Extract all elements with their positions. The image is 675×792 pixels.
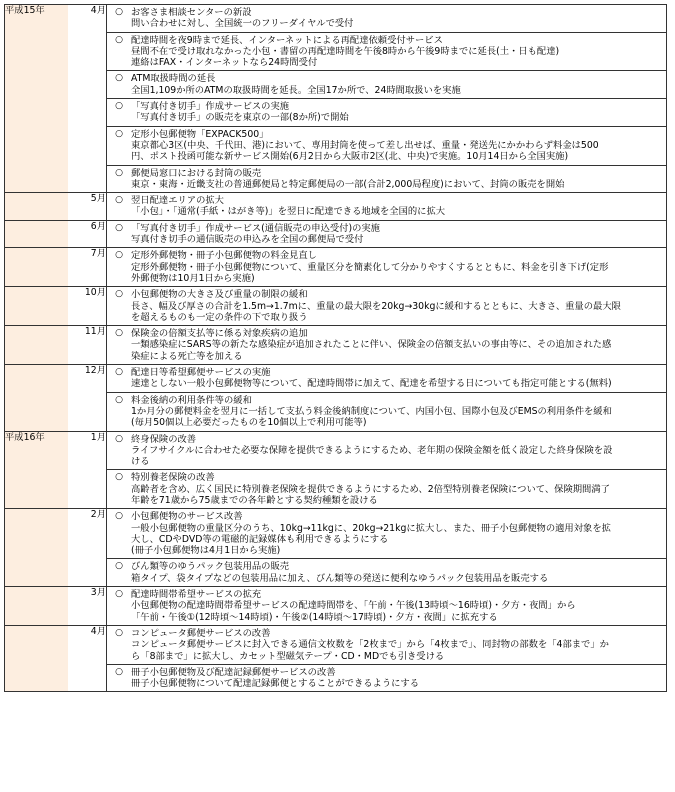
list-item	[107, 626, 666, 664]
table-row	[5, 248, 667, 287]
bullet-circle-icon: ○	[115, 328, 123, 339]
item-text	[131, 367, 664, 390]
item-title: 料金後納の利用条件等の緩和	[131, 394, 252, 406]
item-title: 小包郵便物の大きさ及び重量の制限の緩和	[131, 289, 308, 301]
item-description-line: 外郵便物は10月1日から実施)	[131, 272, 255, 284]
content-cell	[107, 193, 667, 221]
item-description-line: 小包郵便物の配達時間帯希望サービスの配達時間帯を、「午前・午後(13時頃～16時頃)・夕方・夜間」から	[131, 600, 576, 612]
list-item	[107, 365, 666, 392]
month-cell: 4月	[68, 5, 107, 193]
item-description-line: 「写真付き切手」の販売を東京の一部(8か所)で開始	[131, 112, 349, 124]
bullet-circle-icon: ○	[115, 34, 123, 45]
list-item	[107, 98, 666, 126]
year-cell	[5, 509, 69, 587]
item-title: 郵便局窓口における封筒の販売	[131, 167, 262, 179]
item-description-line: ける	[131, 456, 150, 468]
table-body	[5, 5, 667, 692]
content-cell	[107, 5, 667, 193]
content-cell	[107, 587, 667, 626]
month-cell: 4月	[68, 625, 107, 691]
item-text	[131, 101, 664, 124]
item-description-line: 長さ、幅及び厚さの合計を1.5m→1.7mに、重量の最大限を20kg→30kgに緩和するとともに、大きさ、重量の最大限	[131, 300, 621, 312]
item-description-line: 冊子小包郵便物について配達記録郵便とすることができるようにする	[131, 678, 420, 690]
content-cell	[107, 248, 667, 287]
item-description-line: 円、ポスト投函可能な新サービス開始(6月2日から大阪市2区(北、中央)で実施。10月14日から全国実施)	[131, 151, 569, 163]
bullet-circle-icon: ○	[115, 561, 123, 572]
list-item	[107, 664, 666, 692]
item-text	[131, 434, 664, 468]
item-text	[131, 129, 664, 163]
list-item	[107, 587, 666, 625]
item-title: 特別養老保険の改善	[131, 472, 215, 484]
list-item	[107, 248, 666, 286]
year-cell	[5, 287, 69, 326]
item-description-line: 全国1,109か所のATMの取扱時間を延長。全国17か所で、24時間取扱いを実施	[131, 84, 461, 96]
content-cell	[107, 431, 667, 509]
item-description-line: (毎月50個以上必要だったものを10個以上で利用可能等)	[131, 417, 367, 429]
item-description-line: 一般小包郵便物の重量区分のうち、10kg→11kgに、20kg→21kgに拡大し、また、冊子小包郵便物の適用対象を拡	[131, 522, 611, 534]
year-cell	[5, 365, 69, 431]
list-item	[107, 193, 666, 220]
content-cell	[107, 287, 667, 326]
list-item	[107, 558, 666, 586]
bullet-circle-icon: ○	[115, 433, 123, 444]
year-cell	[5, 587, 69, 626]
item-title: 配達時間帯希望サービスの拡充	[131, 589, 262, 601]
list-item	[107, 432, 666, 470]
item-title: びん類等のゆうパック包装用品の販売	[131, 561, 290, 573]
list-item	[107, 165, 666, 193]
item-title: 保険金の倍額支払等に係る対象疾病の追加	[131, 328, 308, 340]
item-title: 「写真付き切手」作成サービス(通信販売の申込受付)の実施	[131, 222, 380, 234]
content-cell	[107, 625, 667, 691]
list-item	[107, 509, 666, 558]
service-chronology-table	[4, 4, 667, 692]
table-row	[5, 193, 667, 221]
month-cell: 5月	[68, 193, 107, 221]
list-item	[107, 32, 666, 71]
item-text	[131, 289, 664, 323]
item-description-line: ら「8部まで」に拡大し、カセット型磁気テープ・CD・MDでも引き受ける	[131, 650, 445, 662]
item-description-line: 速達としない一般小包郵便物等について、配達時間帯に加えて、配達を希望する日についても指定可能とする(無料)	[131, 378, 612, 390]
item-text	[131, 589, 664, 623]
bullet-circle-icon: ○	[115, 7, 123, 17]
year-cell	[5, 248, 69, 287]
item-description-line: 高齢者を含め、広く国民に特別養老保険を提供できるようにするため、2倍型特別養老保険について、保険期間満了	[131, 483, 610, 495]
content-cell	[107, 326, 667, 365]
item-text	[131, 328, 664, 362]
item-title: 配達時間を夜9時まで延長、インターネットによる再配達依頼受付サービス	[131, 34, 443, 46]
list-item	[107, 326, 666, 364]
bullet-circle-icon: ○	[115, 195, 123, 206]
bullet-circle-icon: ○	[115, 222, 123, 233]
year-cell	[5, 220, 69, 248]
bullet-circle-icon: ○	[115, 367, 123, 378]
item-text	[131, 7, 664, 30]
item-title: 小包郵便物のサービス改善	[131, 511, 243, 523]
month-cell: 12月	[68, 365, 107, 431]
item-text	[131, 168, 664, 191]
table-row	[5, 5, 667, 193]
bullet-circle-icon: ○	[115, 394, 123, 405]
item-text	[131, 511, 664, 556]
item-text	[131, 223, 664, 246]
item-title: お客さま相談センターの新設	[131, 7, 252, 18]
bullet-circle-icon: ○	[115, 511, 123, 522]
bullet-circle-icon: ○	[115, 472, 123, 483]
bullet-circle-icon: ○	[115, 589, 123, 600]
content-cell	[107, 509, 667, 587]
item-description-line: 昼間不在で受け取れなかった小包・書留の再配達時間を午後8時から午後9時までに延長(土・日も配達)	[131, 45, 560, 57]
item-description-line: 一類感染症にSARS等の新たな感染症が追加されたことに伴い、保険金の倍額支払いの事由等に、その追加された感	[131, 339, 612, 351]
item-description-line: 大し、CDやDVD等の電磁的記録媒体も利用できるようにする	[131, 533, 389, 545]
item-description-line: 写真付き切手の通信販売の申込みを全国の郵便局で受付	[131, 234, 364, 246]
item-description-line: 東京・東海・近畿支社の普通郵便局と特定郵便局の一部(合計2,000局程度)において、封筒の販売を開始	[131, 178, 565, 190]
item-text	[131, 250, 664, 284]
item-title: 冊子小包郵便物及び配達記録郵便サービスの改善	[131, 666, 336, 678]
year-cell	[5, 326, 69, 365]
table-row	[5, 431, 667, 509]
item-title: 翌日配達エリアの拡大	[131, 195, 224, 207]
bullet-circle-icon: ○	[115, 666, 123, 677]
item-text	[131, 561, 664, 584]
bullet-circle-icon: ○	[115, 73, 123, 84]
item-description-line: 東京都心3区(中央、千代田、港)において、専用封筒を使って差し出せば、重量・発送先にかかわらず料金は500	[131, 139, 599, 151]
item-title: ATM取扱時間の延長	[131, 73, 216, 85]
month-cell: 7月	[68, 248, 107, 287]
year-cell: 平成15年	[5, 5, 69, 193]
list-item	[107, 221, 666, 248]
item-title: 定形小包郵便物「EXPACK500」	[131, 128, 269, 140]
item-description-line: 「小包」・「通常(手紙・はがき等)」を翌日に配達できる地域を全国的に拡大	[131, 206, 446, 218]
year-cell	[5, 625, 69, 691]
bullet-circle-icon: ○	[115, 627, 123, 638]
item-title: 定形外郵便物・冊子小包郵便物の料金見直し	[131, 250, 317, 262]
bullet-circle-icon: ○	[115, 128, 123, 139]
bullet-circle-icon: ○	[115, 289, 123, 300]
month-cell: 6月	[68, 220, 107, 248]
bullet-circle-icon: ○	[115, 167, 123, 178]
item-description-line: コンピュータ郵便サービスに封入できる通信文枚数を「2枚まで」から「4枚まで」、同封物の部数を「4部まで」か	[131, 639, 609, 651]
table-row	[5, 287, 667, 326]
list-item	[107, 126, 666, 165]
table-row	[5, 587, 667, 626]
item-description-line: 箱タイプ、袋タイプなどの包装用品に加え、びん類等の発送に便利なゆうパック包装用品を販売する	[131, 572, 549, 584]
item-description-line: を超えるものも一定の条件の下で取り扱う	[131, 311, 308, 323]
item-description-line: 問い合わせに対し、全国統一のフリーダイヤルで受付	[131, 18, 354, 30]
year-cell	[5, 193, 69, 221]
list-item	[107, 469, 666, 508]
item-description-line: 年齢を71歳から75歳までの各年齢とする契約種類を設ける	[131, 494, 378, 506]
list-item	[107, 5, 666, 32]
item-title: 配達日等希望郵便サービスの実施	[131, 367, 271, 379]
item-text	[131, 667, 664, 690]
item-text	[131, 395, 664, 429]
table-row	[5, 509, 667, 587]
month-cell: 11月	[68, 326, 107, 365]
item-text	[131, 35, 664, 69]
month-cell: 10月	[68, 287, 107, 326]
item-description-line: ライフサイクルに合わせた必要な保障を提供できるようにするため、老年期の保険金額を低く設定した終身保険を設	[131, 444, 613, 456]
month-cell: 1月	[68, 431, 107, 509]
item-text	[131, 195, 664, 218]
year-cell: 平成16年	[5, 431, 69, 509]
table-row	[5, 365, 667, 431]
item-title: 終身保険の改善	[131, 433, 197, 445]
item-text	[131, 73, 664, 96]
list-item	[107, 287, 666, 325]
item-description-line: 「午前・午後①(12時頃～14時頃)・午後②(14時頃～17時頃)・夕方・夜間」に拡充する	[131, 611, 498, 623]
table-row	[5, 326, 667, 365]
item-title: 「写真付き切手」作成サービスの実施	[131, 101, 290, 113]
bullet-circle-icon: ○	[115, 250, 123, 261]
bullet-circle-icon: ○	[115, 101, 123, 112]
item-description-line: (冊子小包郵便物は4月1日から実施)	[131, 545, 281, 557]
month-cell: 2月	[68, 509, 107, 587]
item-description-line: 1か月分の郵便料金を翌月に一括して支払う料金後納制度について、内国小包、国際小包及びEMSの利用条件を緩和	[131, 405, 612, 417]
item-title: コンピュータ郵便サービスの改善	[131, 627, 271, 639]
content-cell	[107, 365, 667, 431]
month-cell: 3月	[68, 587, 107, 626]
content-cell	[107, 220, 667, 248]
table-row	[5, 625, 667, 691]
list-item	[107, 392, 666, 431]
item-text	[131, 628, 664, 662]
table-row	[5, 220, 667, 248]
item-description-line: 連絡はFAX・インターネットなら24時間受付	[131, 57, 318, 69]
list-item	[107, 70, 666, 98]
item-description-line: 定形外郵便物・冊子小包郵便物について、重量区分を簡素化して分かりやすくするとともに、料金を引き下げ(定形	[131, 261, 609, 273]
item-description-line: 染症による死亡等を加える	[131, 350, 243, 362]
item-text	[131, 472, 664, 506]
